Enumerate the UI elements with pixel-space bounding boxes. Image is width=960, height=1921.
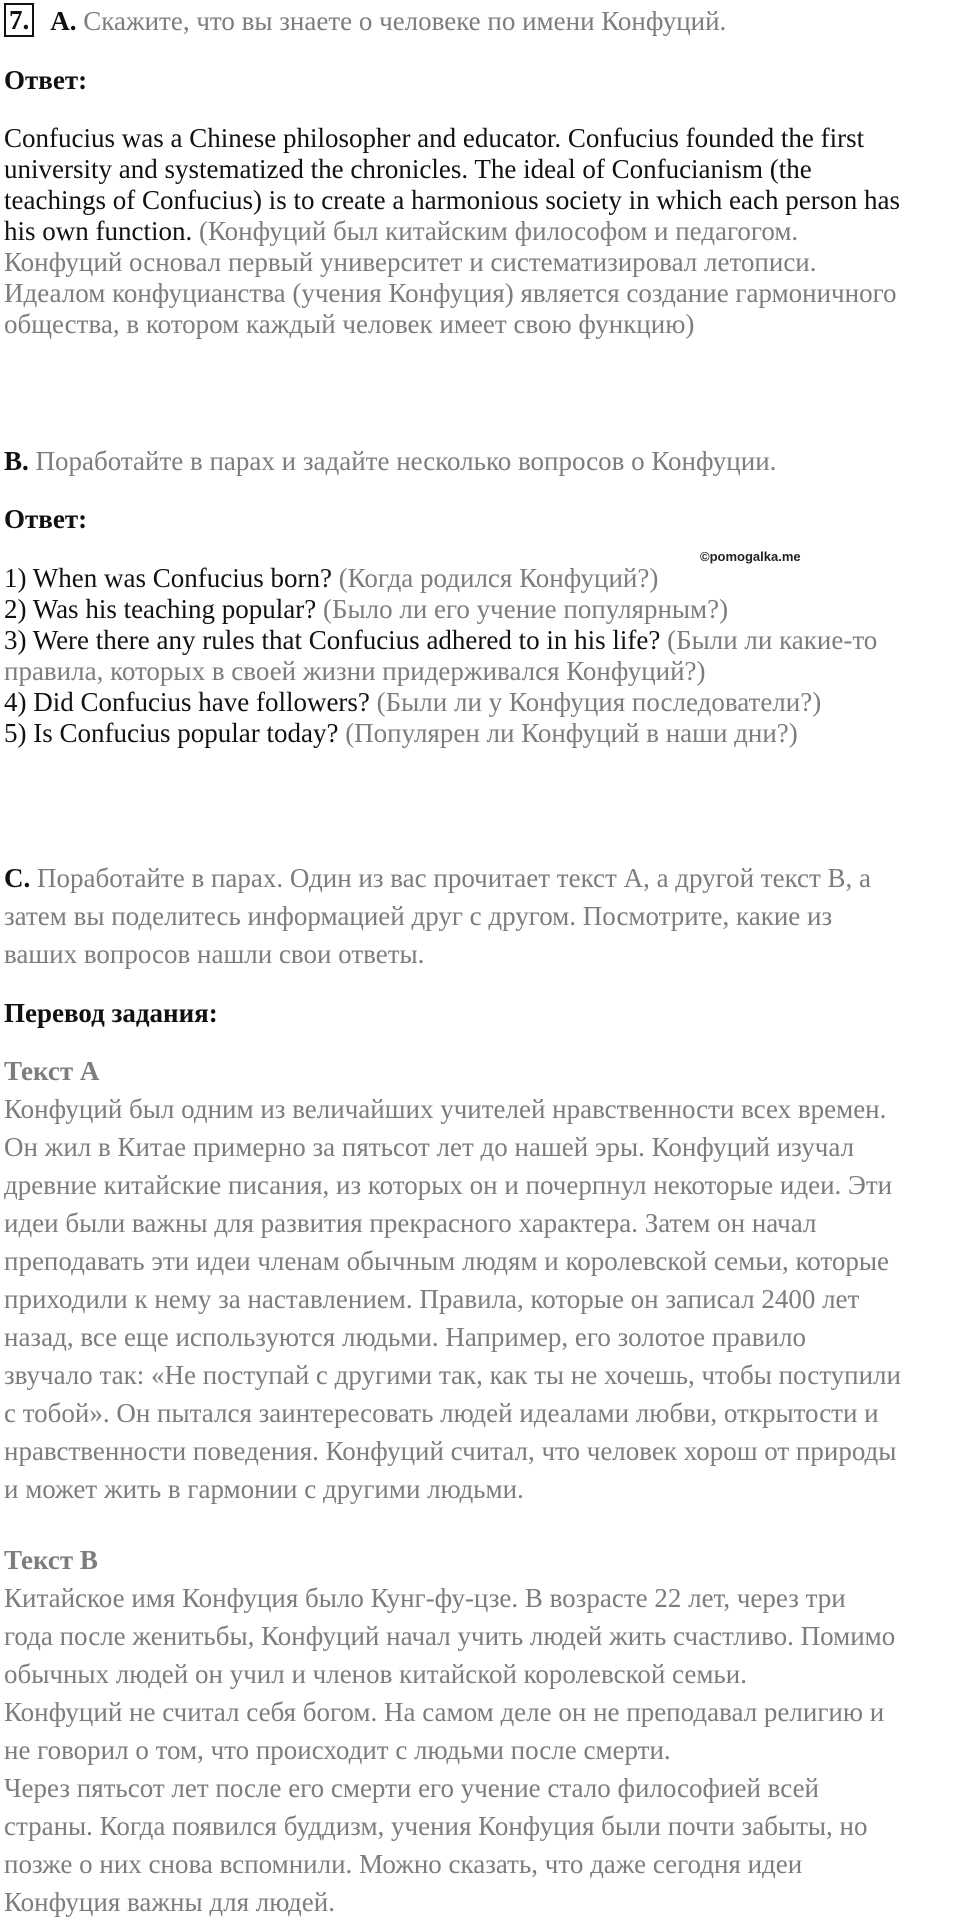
text-b-line: не говорил о том, что происходит с людьми после смерти.: [4, 1735, 671, 1765]
answer-b-segment: правила, которых в своей жизни придерживался Конфуций?): [4, 656, 706, 686]
answer-b-line: [4, 714, 798, 752]
translation-label: Перевод задания:: [4, 998, 218, 1028]
answer-a-segment: university and systematized the chronicles. The ideal of Confucianism (the: [4, 154, 812, 184]
text-a-line: идеи были важны для развития прекрасного характера. Затем он начал: [4, 1208, 817, 1238]
text-a-line: назад, все еще используются людьми. Например, его золотое правило: [4, 1322, 806, 1352]
answer-b-segment: (Были ли у Конфуция последователи?): [376, 687, 822, 717]
answer-b-label: Ответ:: [4, 504, 88, 534]
text-a-line: звучало так: «Не поступай с другими так, как ты не хочешь, чтобы поступили: [4, 1360, 901, 1390]
text-b-line: Китайское имя Конфуция было Кунг-фу-цзе. В возрасте 22 лет, через три: [4, 1583, 846, 1613]
text-a-line: Конфуций был одним из величайших учителей нравственности всех времен.: [4, 1094, 887, 1124]
task-b-question-line: [4, 442, 776, 480]
answer-a-segment: (Конфуций был китайским философом и педагогом.: [199, 216, 799, 246]
answer-b-segment: 3) Were there any rules that Confucius adhered to in his life?: [4, 625, 668, 655]
task-a-question-line: [4, 2, 726, 40]
text-a-line: преподавать эти идеи членам обычным людям и королевской семьи, которые: [4, 1246, 889, 1276]
answer-a-line: [4, 305, 694, 343]
section-b-marker: B.: [4, 446, 29, 476]
section-c-question-3: ваших вопросов нашли свои ответы.: [4, 939, 425, 969]
answer-b-segment: 2) Was his teaching popular?: [4, 594, 323, 624]
text-b-line: Конфуций не считал себя богом. На самом деле он не преподавал религию и: [4, 1697, 885, 1727]
answer-a-segment: his own function.: [4, 216, 199, 246]
answer-b-segment: 4) Did Confucius have followers?: [4, 687, 377, 717]
text-b-line: Через пятьсот лет после его смерти его учение стало философией всей: [4, 1773, 819, 1803]
section-c-marker: C.: [4, 863, 31, 893]
answer-b-segment: (Были ли какие-то: [667, 625, 878, 655]
text-a-line: древние китайские писания, из которых он и почерпнул некоторые идеи. Эти: [4, 1170, 893, 1200]
text-a-line: нравственности поведения. Конфуций считал, что человек хорош от природы: [4, 1436, 897, 1466]
watermark-text: ©pomogalka.me: [700, 549, 801, 564]
text-a-line: Он жил в Китае примерно за пятьсот лет до нашей эры. Конфуций изучал: [4, 1132, 855, 1162]
task-c-question-line-1: [4, 859, 871, 897]
text-b-line: обычных людей он учил и членов китайской королевской семьи.: [4, 1659, 747, 1689]
text-a-line: с тобой». Он пытался заинтересовать людей идеалами любви, открытости и: [4, 1398, 879, 1428]
section-c-question-1: Поработайте в парах. Один из вас прочитает текст А, а другой текст В, а: [37, 863, 872, 893]
task-number: 7.: [4, 3, 34, 37]
text-b-line: позже о них снова вспомнили. Можно сказать, что даже сегодня идеи: [4, 1849, 803, 1879]
text-b-line: Конфуция важны для людей.: [4, 1887, 335, 1917]
answer-b-segment: 5) Is Confucius popular today?: [4, 718, 346, 748]
answer-a-segment: Confucius was a Chinese philosopher and educator. Confucius founded the first: [4, 123, 865, 153]
answer-b-segment: (Было ли его учение популярным?): [323, 594, 729, 624]
answer-a-segment: Конфуций основал первый университет и систематизировал летописи.: [4, 247, 817, 277]
text-b-heading: Текст В: [4, 1545, 98, 1575]
answer-a-label: Ответ:: [4, 65, 88, 95]
text-a-heading: Текст А: [4, 1056, 100, 1086]
answer-a-segment: Идеалом конфуцианства (учения Конфуция) является создание гармоничного: [4, 278, 897, 308]
section-b-question: Поработайте в парах и задайте несколько вопросов о Конфуции.: [35, 446, 777, 476]
text-b-line: страны. Когда появился буддизм, учения Конфуция были почти забыты, но: [4, 1811, 868, 1841]
answer-b-segment: 1) When was Confucius born?: [4, 563, 339, 593]
answer-a-segment: общества, в котором каждый человек имеет свою функцию): [4, 309, 695, 339]
answer-b-segment: (Когда родился Конфуций?): [338, 563, 659, 593]
text-b-line: года после женитьбы, Конфуций начал учить людей жить счастливо. Помимо: [4, 1621, 896, 1651]
answer-b-segment: (Популярен ли Конфуций в наши дни?): [345, 718, 798, 748]
answer-a-segment: teachings of Confucius) is to create a harmonious society in which each person has: [4, 185, 900, 215]
section-a-question: Скажите, что вы знаете о человеке по имени Конфуций.: [83, 6, 727, 36]
text-a-line: и может жить в гармонии с другими людьми.: [4, 1474, 524, 1504]
section-c-question-2: затем вы поделитесь информацией друг с другом. Посмотрите, какие из: [4, 901, 833, 931]
section-a-marker: A.: [50, 6, 77, 36]
text-a-line: приходили к нему за наставлением. Правила, которые он записал 2400 лет: [4, 1284, 860, 1314]
